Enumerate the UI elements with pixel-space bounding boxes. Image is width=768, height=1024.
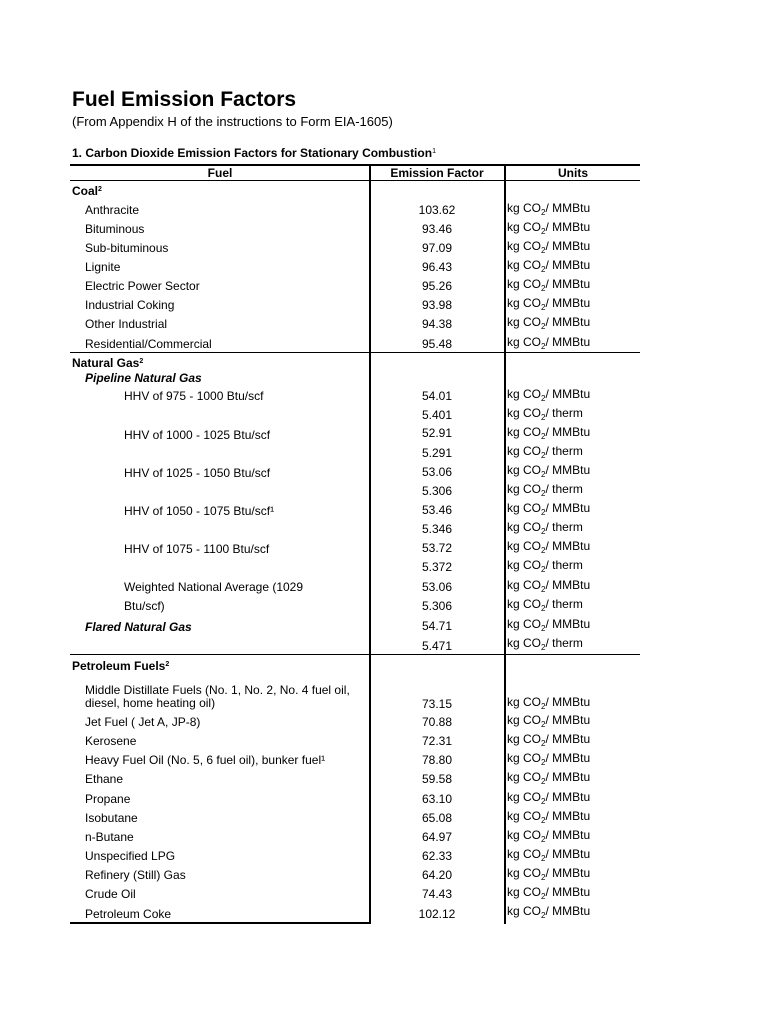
fuel-label: HHV of 1075 - 1100 Btu/scf bbox=[124, 542, 270, 556]
unit-label: kg $CO_2/$ MMBtu bbox=[507, 335, 591, 351]
header-emission-factor: Emission Factor bbox=[390, 166, 484, 180]
emission-factor-value: 65.08 bbox=[421, 811, 453, 825]
emission-factor-value: 73.15 bbox=[421, 697, 453, 711]
emission-factor-value: 63.10 bbox=[421, 792, 453, 806]
fuel-label: HHV of 1050 - 1075 Btu/scf¹ bbox=[124, 504, 275, 518]
fuel-label: Jet Fuel ( Jet A, JP-8) bbox=[85, 715, 201, 729]
fuel-label: HHV of 975 - 1000 Btu/scf bbox=[124, 389, 264, 403]
unit-label: kg $CO_2/$ MMBtu bbox=[507, 866, 591, 882]
unit-label: kg $CO_2/$ MMBtu bbox=[507, 201, 591, 217]
unit-label: kg $CO_2/$ MMBtu bbox=[507, 425, 591, 441]
unit-label: kg $CO_2/$ MMBtu bbox=[507, 539, 591, 555]
group-petroleum-fuels: Petroleum Fuels$^2$ bbox=[72, 659, 170, 673]
fuel-label-continued: diesel, home heating oil) bbox=[85, 696, 216, 710]
group-flared-natural-gas: Flared Natural Gas bbox=[85, 620, 192, 634]
fuel-label: Petroleum Coke bbox=[85, 907, 172, 921]
emission-factor-value: 93.46 bbox=[421, 222, 453, 236]
unit-label: kg $CO_2/$ MMBtu bbox=[507, 463, 591, 479]
unit-label: kg $CO_2/$ MMBtu bbox=[507, 904, 591, 920]
fuel-label: Lignite bbox=[85, 260, 121, 274]
unit-label: kg $CO_2/$ MMBtu bbox=[507, 501, 591, 517]
header-units: Units bbox=[558, 166, 588, 180]
emission-factor-value: 96.43 bbox=[421, 260, 453, 274]
fuel-label: HHV of 1025 - 1050 Btu/scf bbox=[124, 466, 271, 480]
emission-factor-value: 64.20 bbox=[421, 868, 453, 882]
group-coal: Coal$^2$ bbox=[72, 184, 102, 198]
unit-label: kg $CO_2/$ MMBtu bbox=[507, 258, 591, 274]
fuel-label: Ethane bbox=[85, 772, 124, 786]
emission-factor-value: 97.09 bbox=[421, 241, 453, 255]
column-divider-right bbox=[504, 164, 506, 924]
table-bottom-rule bbox=[70, 922, 370, 924]
fuel-label: Isobutane bbox=[85, 811, 138, 825]
fuel-label-continued: Btu/scf) bbox=[124, 599, 165, 613]
emission-factor-value: 53.06 bbox=[421, 465, 453, 479]
unit-label: kg $CO_2/$ MMBtu bbox=[507, 277, 591, 293]
fuel-label: Propane bbox=[85, 792, 131, 806]
emission-factor-value: 70.88 bbox=[421, 715, 453, 729]
fuel-label: Electric Power Sector bbox=[85, 279, 200, 293]
unit-label: kg $CO_2/$ MMBtu bbox=[507, 617, 591, 633]
fuel-label: Sub-bituminous bbox=[85, 241, 169, 255]
fuel-label: Unspecified LPG bbox=[85, 849, 176, 863]
fuel-label: Other Industrial bbox=[85, 317, 168, 331]
emission-factor-value: 53.46 bbox=[421, 503, 453, 517]
emission-factor-value: 64.97 bbox=[421, 830, 453, 844]
unit-label: kg $CO_2/$ MMBtu bbox=[507, 809, 591, 825]
emission-factor-value: 72.31 bbox=[421, 734, 453, 748]
unit-label-therm: kg $CO_2/$ therm bbox=[507, 520, 583, 536]
unit-label-therm: kg $CO_2/$ therm bbox=[507, 444, 583, 460]
emission-factor-value: 74.43 bbox=[421, 887, 453, 901]
unit-label: kg $CO_2/$ MMBtu bbox=[507, 885, 591, 901]
unit-label: kg $CO_2/$ MMBtu bbox=[507, 828, 591, 844]
fuel-label: Refinery (Still) Gas bbox=[85, 868, 186, 882]
unit-label: kg $CO_2/$ MMBtu bbox=[507, 239, 591, 255]
emission-factor-value: 94.38 bbox=[421, 317, 453, 331]
unit-label: kg $CO_2/$ MMBtu bbox=[507, 578, 591, 594]
header-rule bbox=[70, 180, 640, 181]
emission-factor-value-therm: 5.471 bbox=[421, 639, 453, 653]
emission-factor-value: 54.71 bbox=[421, 619, 453, 633]
unit-label-therm: kg $CO_2/$ therm bbox=[507, 558, 583, 574]
unit-label: kg $CO_2/$ MMBtu bbox=[507, 315, 591, 331]
fuel-label: Middle Distillate Fuels (No. 1, No. 2, No. 4 fuel oil, bbox=[85, 683, 350, 697]
header-fuel: Fuel bbox=[207, 166, 233, 180]
emission-factor-value: 52.91 bbox=[421, 426, 453, 440]
emission-factor-value: 54.01 bbox=[421, 389, 453, 403]
fuel-label: Heavy Fuel Oil (No. 5, 6 fuel oil), bunker fuel¹ bbox=[85, 753, 326, 767]
fuel-label: Crude Oil bbox=[85, 887, 136, 901]
fuel-label: Bituminous bbox=[85, 222, 145, 236]
emission-factor-value-therm: 5.372 bbox=[421, 560, 453, 574]
group-pipeline-natural-gas: Pipeline Natural Gas bbox=[85, 371, 202, 385]
emission-factor-value-therm: 5.346 bbox=[421, 522, 453, 536]
emission-factor-value-therm: 5.306 bbox=[421, 484, 453, 498]
fuel-label: Industrial Coking bbox=[85, 298, 175, 312]
emission-factor-value-therm: 5.306 bbox=[421, 599, 453, 613]
unit-label: kg $CO_2/$ MMBtu bbox=[507, 387, 591, 403]
fuel-label: Residential/Commercial bbox=[85, 337, 212, 351]
unit-label: kg $CO_2/$ MMBtu bbox=[507, 220, 591, 236]
unit-label: kg $CO_2/$ MMBtu bbox=[507, 790, 591, 806]
emission-factor-value: 95.26 bbox=[421, 279, 453, 293]
section-heading: 1. Carbon Dioxide Emission Factors for Stationary Combustion$^1$ bbox=[72, 146, 436, 160]
unit-label-therm: kg $CO_2/$ therm bbox=[507, 406, 583, 422]
emission-factor-value: 95.48 bbox=[421, 337, 453, 351]
emission-factor-value: 59.58 bbox=[421, 772, 453, 786]
unit-label: kg $CO_2/$ MMBtu bbox=[507, 695, 591, 711]
emission-factor-value: 62.33 bbox=[421, 849, 453, 863]
fuel-label: Weighted National Average (1029 bbox=[124, 580, 304, 594]
unit-label: kg $CO_2/$ MMBtu bbox=[507, 847, 591, 863]
unit-label: kg $CO_2/$ MMBtu bbox=[507, 713, 591, 729]
unit-label-therm: kg $CO_2/$ therm bbox=[507, 597, 583, 613]
emission-factor-value: 53.06 bbox=[421, 580, 453, 594]
unit-label-therm: kg $CO_2/$ therm bbox=[507, 636, 583, 652]
fuel-label: Kerosene bbox=[85, 734, 137, 748]
emission-factor-value-therm: 5.401 bbox=[421, 408, 453, 422]
fuel-label: HHV of 1000 - 1025 Btu/scf bbox=[124, 428, 271, 442]
unit-label: kg $CO_2/$ MMBtu bbox=[507, 732, 591, 748]
emission-factor-value: 102.12 bbox=[418, 907, 456, 921]
group-natural-gas: Natural Gas$^2$ bbox=[72, 356, 144, 370]
emission-factor-value: 93.98 bbox=[421, 298, 453, 312]
page-subtitle: (From Appendix H of the instructions to Form EIA-1605) bbox=[72, 114, 393, 129]
unit-label: kg $CO_2/$ MMBtu bbox=[507, 770, 591, 786]
unit-label-therm: kg $CO_2/$ therm bbox=[507, 482, 583, 498]
emission-factor-value: 103.62 bbox=[418, 203, 456, 217]
page-title: Fuel Emission Factors bbox=[72, 88, 297, 111]
emission-factor-value-therm: 5.291 bbox=[421, 446, 453, 460]
unit-label: kg $CO_2/$ MMBtu bbox=[507, 751, 591, 767]
emission-factor-value: 53.72 bbox=[421, 541, 453, 555]
unit-label: kg $CO_2/$ MMBtu bbox=[507, 296, 591, 312]
fuel-label: n-Butane bbox=[85, 830, 134, 844]
fuel-label: Anthracite bbox=[85, 203, 140, 217]
emission-factor-value: 78.80 bbox=[421, 753, 453, 767]
